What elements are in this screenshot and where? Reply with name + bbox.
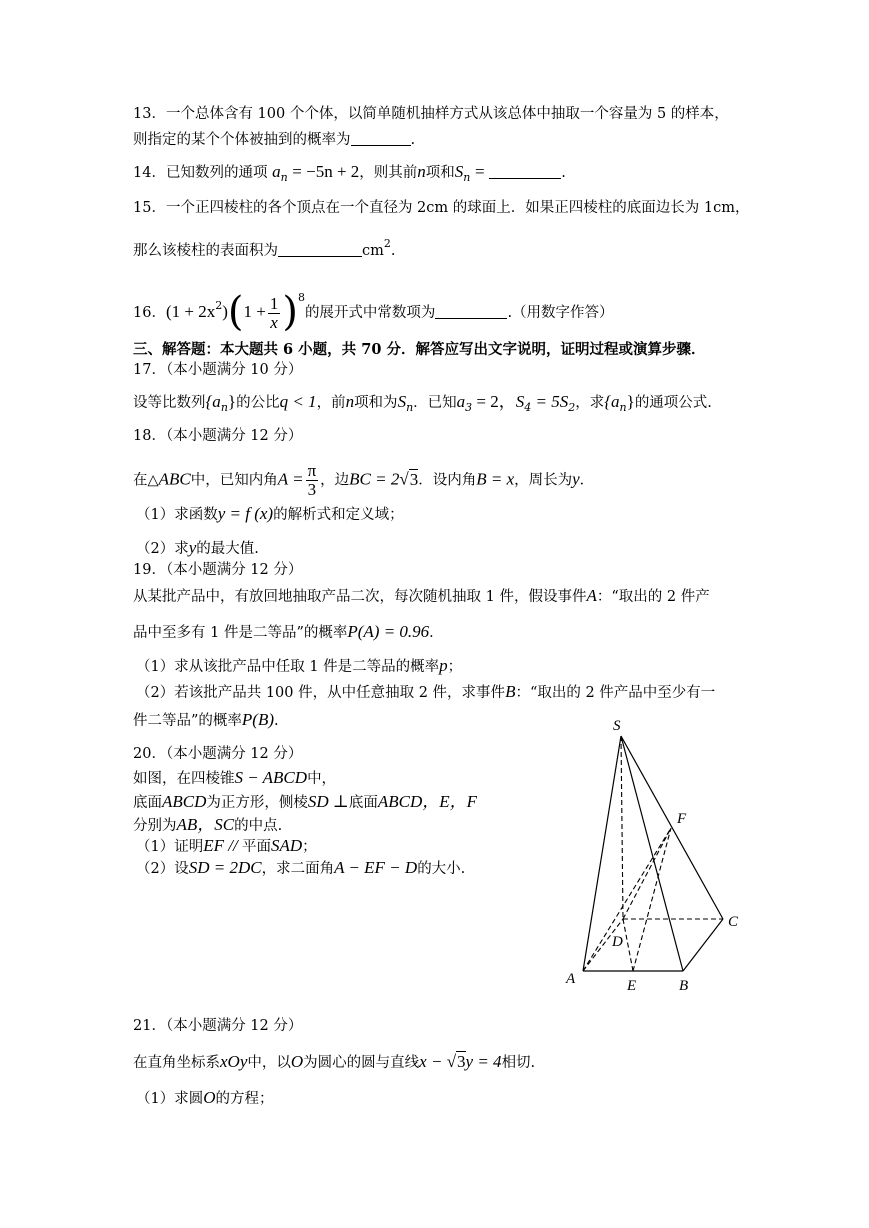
- edge-SD: [621, 736, 623, 919]
- q19-line2: 品中至多有 1 件是二等品”的概率P(A) = 0.96．: [133, 622, 444, 641]
- segment-DE: [623, 919, 633, 971]
- q20-line2: 底面ABCD为正方形，侧棱SD ⊥底面ABCD，E，F: [133, 792, 478, 811]
- q13-line1: 13．一个总体含有 100 个个体，以简单随机抽样方式从该总体中抽取一个容量为 5 的样本，: [133, 106, 729, 122]
- q19-header: 19．（本小题满分 12 分）: [133, 562, 303, 578]
- segment-EF: [633, 828, 671, 971]
- label-A: A: [566, 971, 576, 987]
- q20-line1: 如图，在四棱锥S − ABCD中，: [133, 768, 337, 787]
- label-E: E: [627, 978, 637, 994]
- q19-part2: （2）若该批产品共 100 件，从中任意抽取 2 件，求事件B：“取出的 2 件产品中至少有一: [136, 682, 716, 701]
- q19-line1: 从某批产品中，有放回地抽取产品二次，每次随机抽取 1 件，假设事件A：“取出的 2 件产: [133, 586, 710, 605]
- answer-blank: [351, 131, 411, 146]
- q20-header: 20．（本小题满分 12 分）: [133, 746, 303, 762]
- answer-blank: [489, 164, 561, 179]
- q21-line1: 在直角坐标系xOy中，以O为圆心的圆与直线x − √3y = 4相切.: [133, 1052, 536, 1071]
- q17-body: 设等比数列$\{a_n\}$的公比q < 1，前n项和为$S_n$．已知$a_3 = 2$，$S_4 = 5S_2$，求$\{a_n\}$的通项公式.: [133, 392, 712, 414]
- edge-SB: [621, 736, 683, 971]
- q21-header: 21．（本小题满分 12 分）: [133, 1018, 303, 1034]
- answer-blank: [435, 304, 507, 319]
- q19-part1: （1）求从该批产品中任取 1 件是二等品的概率p；: [136, 656, 463, 675]
- q18-part2: （2）求y的最大值.: [136, 538, 259, 557]
- label-B: B: [679, 978, 689, 994]
- q13-line2: 则指定的某个个体被抽到的概率为 .: [133, 132, 416, 148]
- q14-line: 14．已知数列的通项 $a_n = -5n + 2$，则其前n项和$S_n$ = .: [133, 162, 566, 184]
- q18-part1: （1）求函数y = f (x)的解析式和定义域；: [136, 504, 404, 523]
- section-3-heading: 三、解答题：本大题共 6 小题，共 70 分．解答应写出文字说明，证明过程或演算步骤．: [133, 341, 706, 358]
- label-D: D: [612, 934, 623, 950]
- label-F: F: [677, 811, 687, 827]
- fraction-pi-over-3: $\frac{\pi}{3}$: [307, 461, 317, 499]
- q15-line1: 15．一个正四棱柱的各个顶点在一个直径为 2cm 的球面上．如果正四棱柱的底面边长为 1cm，: [133, 200, 750, 216]
- q20-part1: （1）证明EF // 平面SAD；: [136, 836, 317, 855]
- q19-line3: 件二等品”的概率P(B).: [133, 710, 279, 729]
- edge-BC: [683, 919, 723, 971]
- q20-line3: 分别为AB，SC的中点.: [133, 815, 283, 834]
- q21-part1: （1）求圆O的方程；: [136, 1088, 274, 1107]
- q18-body: 在△ABC中，已知内角A = $\frac{\pi}{3}$ ，边BC = 2√3．设内角B = x，周长为y．: [133, 461, 595, 499]
- q18-header: 18．（本小题满分 12 分）: [133, 428, 303, 444]
- answer-blank: [278, 242, 362, 257]
- label-C: C: [728, 914, 739, 930]
- q15-line2: 那么该棱柱的表面积为 $cm^2$.: [133, 237, 396, 259]
- q17-header: 17．（本小题满分 10 分）: [133, 362, 303, 378]
- fraction-1-over-x: $\frac{1}{x}$: [269, 293, 279, 332]
- q16-line: 16．$(1 + 2x^2)(1$ + $\frac{1}{x}$ )$^8$的展开式中常数项为 .（用数字作答）: [133, 289, 614, 335]
- label-S: S: [613, 718, 621, 734]
- pyramid-figure: [555, 712, 755, 1002]
- q20-part2: （2）设SD = 2DC，求二面角A − EF − D的大小.: [136, 858, 466, 877]
- segment-DF: [623, 828, 671, 919]
- segment-AF: [583, 828, 671, 971]
- edge-SC: [621, 736, 723, 919]
